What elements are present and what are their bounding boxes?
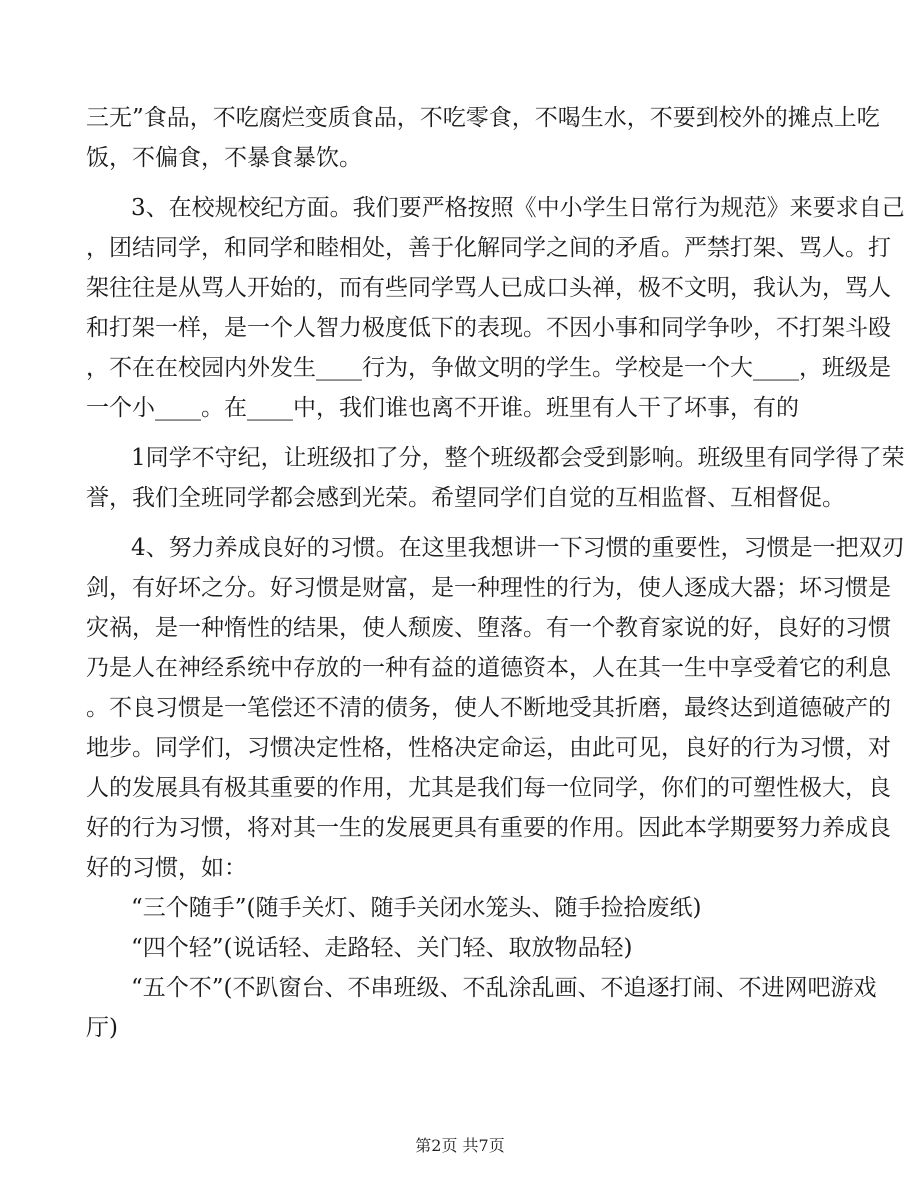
text-line: ， 不 在 在 校 园 内 外 发 生 _ _ _ _ 行 为 ， 争 做 文 明 的 学 生 。 学 校 是 一 个 大 _ _ _ _ ， 班 级 是 (86, 355, 891, 381)
text-line: 好 的 行 为 习 惯 ， 将 对 其 一 生 的 发 展 更 具 有 重 要 的 作 用 。 因 此 本 学 期 要 努 力 养 成 良 (86, 815, 891, 841)
text-line: 3 、 在 校 规 校 纪 方 面 。 我 们 要 严 格 按 照 《 中 小 学 生 日 常 行 为 规 范 》 来 要 求 自 己 (131, 195, 905, 221)
text-line: ， 团 结 同 学 ， 和 同 学 和 睦 相 处 ， 善 于 化 解 同 学 之 间 的 矛 盾 。 严 禁 打 架 、 骂 人 。 打 (86, 235, 891, 261)
text-line: 誉，我们全班同学都会感到光荣。希望同学们自觉的互相监督、互相督促。 (86, 485, 845, 511)
text-line: 人 的 发 展 具 有 极 其 重 要 的 作 用 ， 尤 其 是 我 们 每 一 位 同 学 ， 你 们 的 可 塑 性 极 大 ， 良 (86, 775, 891, 801)
text-line: 1 同 学 不 守 纪 ， 让 班 级 扣 了 分 ， 整 个 班 级 都 会 受 到 影 响 。 班 级 里 有 同 学 得 了 荣 (131, 445, 905, 471)
text-line: 厅) (86, 1015, 118, 1041)
text-line: “四个轻”(说话轻、走路轻、关门轻、取放物品轻) (131, 935, 633, 961)
text-line: 饭，不偏食，不暴食暴饮。 (86, 145, 362, 171)
text-line: 地 步 。 同 学 们 ， 习 惯 决 定 性 格 ， 性 格 决 定 命 运 ， 由 此 可 见 ， 良 好 的 行 为 习 惯 ， 对 (86, 735, 891, 761)
text-line: “三个随手”(随手关灯、随手关闭水笼头、随手捡拾废纸) (131, 895, 702, 921)
text-line: 剑 ， 有 好 坏 之 分 。 好 习 惯 是 财 富 ， 是 一 种 理 性 的 行 为 ， 使 人 逐 成 大 器 ； 坏 习 惯 是 (86, 575, 891, 601)
text-line: 架 往 往 是 从 骂 人 开 始 的 ， 而 有 些 同 学 骂 人 已 成 口 头 禅 ， 极 不 文 明 ， 我 认 为 ， 骂 人 (86, 275, 891, 301)
text-line: 好的习惯，如： (86, 855, 247, 881)
text-line: 一个小____。在____中，我们谁也离不开谁。班里有人干了坏事，有的 (86, 395, 799, 421)
page-number: 第2页 共7页 (415, 1136, 505, 1155)
text-line: 乃 是 人 在 神 经 系 统 中 存 放 的 一 种 有 益 的 道 德 资 本 ， 人 在 其 一 生 中 享 受 着 它 的 利 息 (86, 655, 891, 681)
text-line: “ 五 个 不 ” ( 不 趴 窗 台 、 不 串 班 级 、 不 乱 涂 乱 画 、 不 追 逐 打 闹 、 不 进 网 吧 游 戏 (131, 975, 877, 1001)
text-line: 和 打 架 一 样 ， 是 一 个 人 智 力 极 度 低 下 的 表 现 。 不 因 小 事 和 同 学 争 吵 ， 不 打 架 斗 殴 (86, 315, 891, 341)
text-line: 4 、 努 力 养 成 良 好 的 习 惯 。 在 这 里 我 想 讲 一 下 习 惯 的 重 要 性 ， 习 惯 是 一 把 双 刃 (131, 535, 905, 561)
text-line: 三 无 ” 食 品 ， 不 吃 腐 烂 变 质 食 品 ， 不 吃 零 食 ， 不 喝 生 水 ， 不 要 到 校 外 的 摊 点 上 吃 (86, 105, 880, 131)
text-line: 。 不 良 习 惯 是 一 笔 偿 还 不 清 的 债 务 ， 使 人 不 断 地 受 其 折 磨 ， 最 终 达 到 道 德 破 产 的 (86, 695, 891, 721)
text-line: 灾 祸 ， 是 一 种 惰 性 的 结 果 ， 使 人 颓 废 、 堕 落 。 有 一 个 教 育 家 说 的 好 ， 良 好 的 习 惯 (86, 615, 891, 641)
